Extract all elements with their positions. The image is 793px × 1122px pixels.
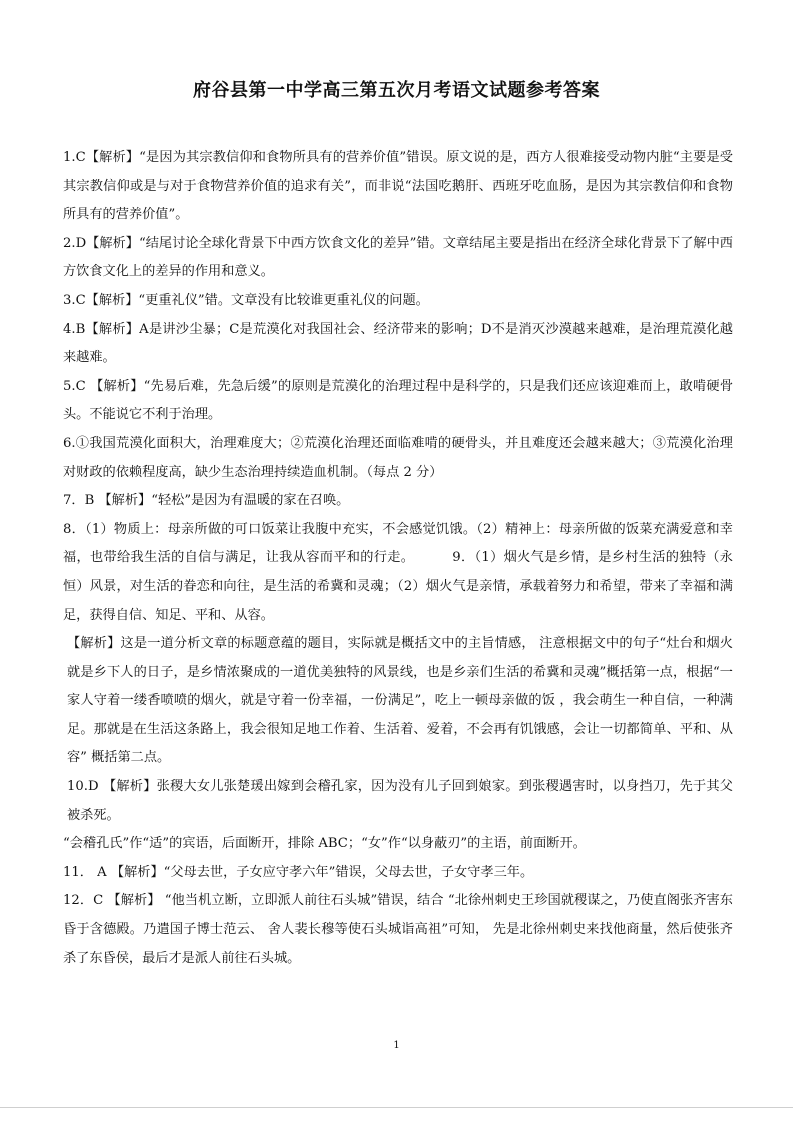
answer-8: 8．（1）物质上：母亲所做的可口饭菜让我腹中充实，不会感觉饥饿。（2）精神上：母亲所做的饭菜充满爱意和幸福，也带给我生活的自信与满足，让我从容而平和的行走。 [63, 521, 733, 566]
footer-divider [0, 1107, 793, 1108]
page-number: 1 [393, 1040, 400, 1051]
answer-4: 4.B【解析】A是讲沙尘暴；C是荒漠化对我国社会、经济带来的影响；D不是消灭沙漠越来越难，是治理荒漠化越来越难。 [63, 321, 733, 366]
answer-6: 6.①我国荒漠化面积大，治理难度大；②荒漠化治理还面临难啃的硬骨头，并且难度还会越来越大；③荒漠化治理对财政的依赖程度高，缺少生态治理持续造血机制。（每点 2 分） [63, 435, 733, 480]
analysis-9: 【解析】这是一道分析文章的标题意蕴的题目，实际就是概括文中的主旨情感， 注意根据文中的句子“灶台和烟火就是乡下人的日子，是乡情浓聚成的一道优美独特的风景线，也是乡亲们生活的希冀和灵魂”概括第一点，根据“一家人守着一缕香喷喷的烟火，就是守着一份幸福，一份满足”，吃上一顿母亲做的饭 ，我会萌生一种自信，一种满足。那就是在生活这条路上，我会很知足地工作着、生活着、爱着，不会再有饥饿感，会让一切都简单、平和、从容” 概括第二点。 [67, 636, 733, 766]
answer-12: 12．C 【解析】 “他当机立断，立即派人前往石头城”错误，结合 “北徐州刺史王珍国就稷谋之，乃使直阁张齐害东昏于含德殿。乃遣国子博士范云、 舍人裴长穆等使石头城诣高祖”可知， 先是北徐州刺史来找他商量，然后使张齐杀了东昏侯，最后才是派人前往石头城。 [63, 893, 733, 966]
answer-1: 1.C【解析】“是因为其宗教信仰和食物所具有的营养价值”错误。原文说的是，西方人很难接受动物内脏“主要是受其宗教信仰或是与对于食物营养价值的追求有关”，而非说“法国吃鹅肝、西班牙吃血肠，是因为其宗教信仰和食物所具有的营养价值”。 [63, 150, 733, 223]
answer-10-note: “会稽孔氏”作“适”的宾语，后面断开，排除 ABC；“女”作“以身蔽刃”的主语，前面断开。 [63, 836, 586, 852]
answer-list [63, 144, 733, 973]
answer-11: 11． A 【解析】“父母去世，子女应守孝六年”错误，父母去世，子女守孝三年。 [63, 864, 534, 880]
answer-7: 7．B 【解析】“轻松”是因为有温暖的家在召唤。 [63, 493, 350, 509]
answer-10: 10.D 【解析】张稷大女儿张楚瑗出嫁到会稽孔家，因为没有儿子回到娘家。到张稷遇害时，以身挡刀，先于其父被杀死。 [67, 779, 733, 823]
answer-5: 5.C 【解析】“先易后难，先急后缓”的原则是荒漠化的治理过程中是科学的，只是我们还应该迎难而上，敢啃硬骨头。不能说它不利于治理。 [63, 378, 733, 423]
answer-3: 3.C【解析】“更重礼仪”错。文章没有比较谁更重礼仪的问题。 [63, 292, 429, 308]
page-title: 府谷县第一中学高三第五次月考语文试题参考答案 [193, 80, 600, 101]
answer-9: 9．（1）烟火气是乡情，是乡村生活的独特（永恒）风景，对生活的眷恋和向往，是生活的希冀和灵魂；（2）烟火气是亲情，承载着努力和希望，带来了幸福和满足，获得自信、知足、平和、从容。 [63, 550, 733, 623]
answer-8-9 [63, 516, 733, 630]
answer-2: 2.D【解析】“结尾讨论全球化背景下中西方饮食文化的差异”错。文章结尾主要是指出在经济全球化背景下了解中西方饮食文化上的差异的作用和意义。 [63, 235, 733, 280]
